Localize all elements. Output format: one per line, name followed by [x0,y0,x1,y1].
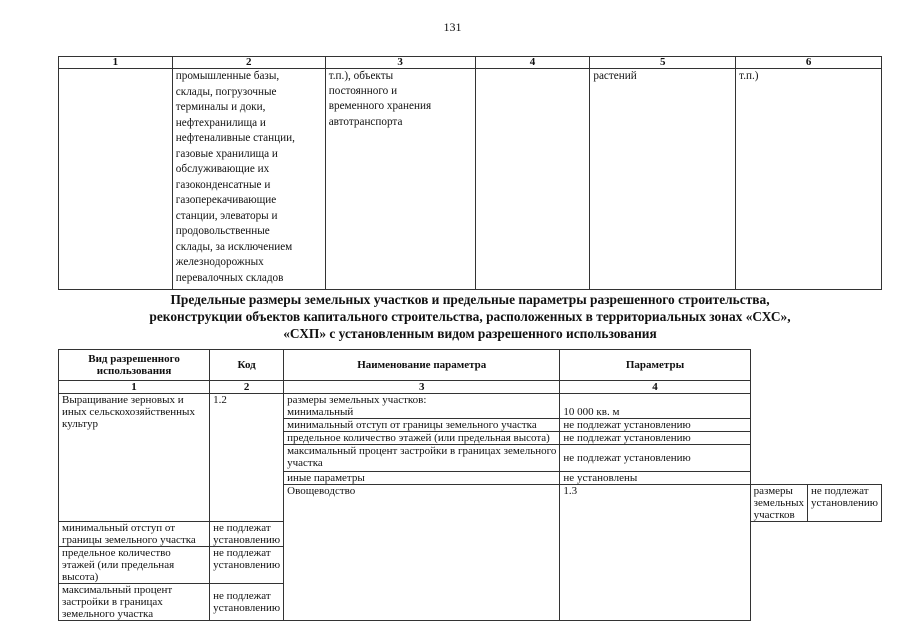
param-name-cell: размеры земельных участков: [284,394,560,407]
text-line: постоянного и [328,85,398,98]
text-line: газовые хранилища и [175,147,278,160]
use-type-cell: Выращивание зерновых и иных сельскохозяйственных культур [59,394,210,522]
use-type-cell: Овощеводство [284,485,560,621]
col-number: 3 [325,57,475,69]
text-line: промышленные базы, [175,70,280,82]
text-line: продовольственные [175,225,270,237]
table-header-row [59,350,882,381]
cell-col5: растений [590,69,736,290]
header-params: Параметры [560,350,750,381]
text-line: нефтеналивные станции, [175,132,295,144]
param-value-cell [560,394,750,407]
text-line: газоконденсатные и [175,178,271,191]
continuation-table [58,56,882,290]
cell-col2 [172,69,325,290]
col-number: 2 [210,381,284,394]
param-name-cell: предельное количество этажей (или предельная высота) [284,432,560,445]
col-number: 4 [560,381,750,394]
text-line: перевалочных складов [175,271,284,284]
title-line: «СХП» с установленным видом разрешенного использования [283,326,657,341]
param-name-cell: минимальный отступ от границы земельного участка [284,419,560,432]
text-line: склады, за исключением [175,240,293,253]
text-line: т.п.), объекты [328,70,394,82]
cell-col6: т.п.) [736,69,882,290]
param-name-cell: предельное количество этажей (или предельная высота) [59,547,210,584]
col-number: 3 [284,381,560,394]
column-number-row [59,381,882,394]
code-cell: 1.3 [560,485,750,621]
text-line: временного хранения [328,100,432,113]
cell-col3 [325,69,475,290]
text-line: склады, погрузочные [175,85,277,98]
param-value-cell: не подлежат установлению [560,432,750,445]
param-name-cell: минимальный [284,406,560,419]
col-number: 6 [736,57,882,69]
parameters-table [58,349,882,621]
param-value-cell: не установлены [560,472,750,485]
header-code: Код [210,350,284,381]
param-name-cell: максимальный процент застройки в границах земельного участка [284,445,560,472]
text-line: газоперекачивающие [175,194,277,206]
param-value-cell: не подлежат установлению [210,522,284,547]
header-param-name: Наименование параметра [284,350,560,381]
param-value-cell: 10 000 кв. м [560,406,750,419]
param-name-cell: максимальный процент застройки в границах земельного участка [59,584,210,621]
param-value-cell: не подлежат установлению [560,445,750,472]
col-number: 4 [475,57,590,69]
page-number: 131 [443,20,462,34]
col-number: 2 [172,57,325,69]
text-line: железнодорожных [175,256,264,268]
text-line: терминалы и доки, [175,101,266,113]
col-number: 1 [59,57,173,69]
title-line: Предельные размеры земельных участков и предельные параметры разрешенного строительства, [170,292,770,307]
text-line: автотранспорта [328,115,403,128]
text-line: обслуживающие их [175,163,270,175]
header-use-type: Вид разрешенного использования [59,350,210,381]
param-value-cell: не подлежат установлению [807,485,881,522]
section-title [58,291,882,342]
text-line: нефтехранилища и [175,116,266,129]
col-number: 1 [59,381,210,394]
col-number: 5 [590,57,736,69]
text-line: станции, элеваторы и [175,209,278,222]
param-name-cell: размеры земельных участков [750,485,807,522]
param-value-cell: не подлежат установлению [560,419,750,432]
table-header-row [59,57,882,69]
table-row [59,69,882,290]
param-value-cell: не подлежат установлению [210,584,284,621]
param-name-cell: минимальный отступ от границы земельного участка [59,522,210,547]
table-row [59,394,882,407]
code-cell: 1.2 [210,394,284,522]
param-name-cell: иные параметры [284,472,560,485]
title-line: реконструкции объектов капитального строительства, расположенных в территориальных зонах «СХС», [149,309,791,324]
cell-col1 [59,69,173,290]
param-value-cell: не подлежат установлению [210,547,284,584]
cell-col4 [475,69,590,290]
